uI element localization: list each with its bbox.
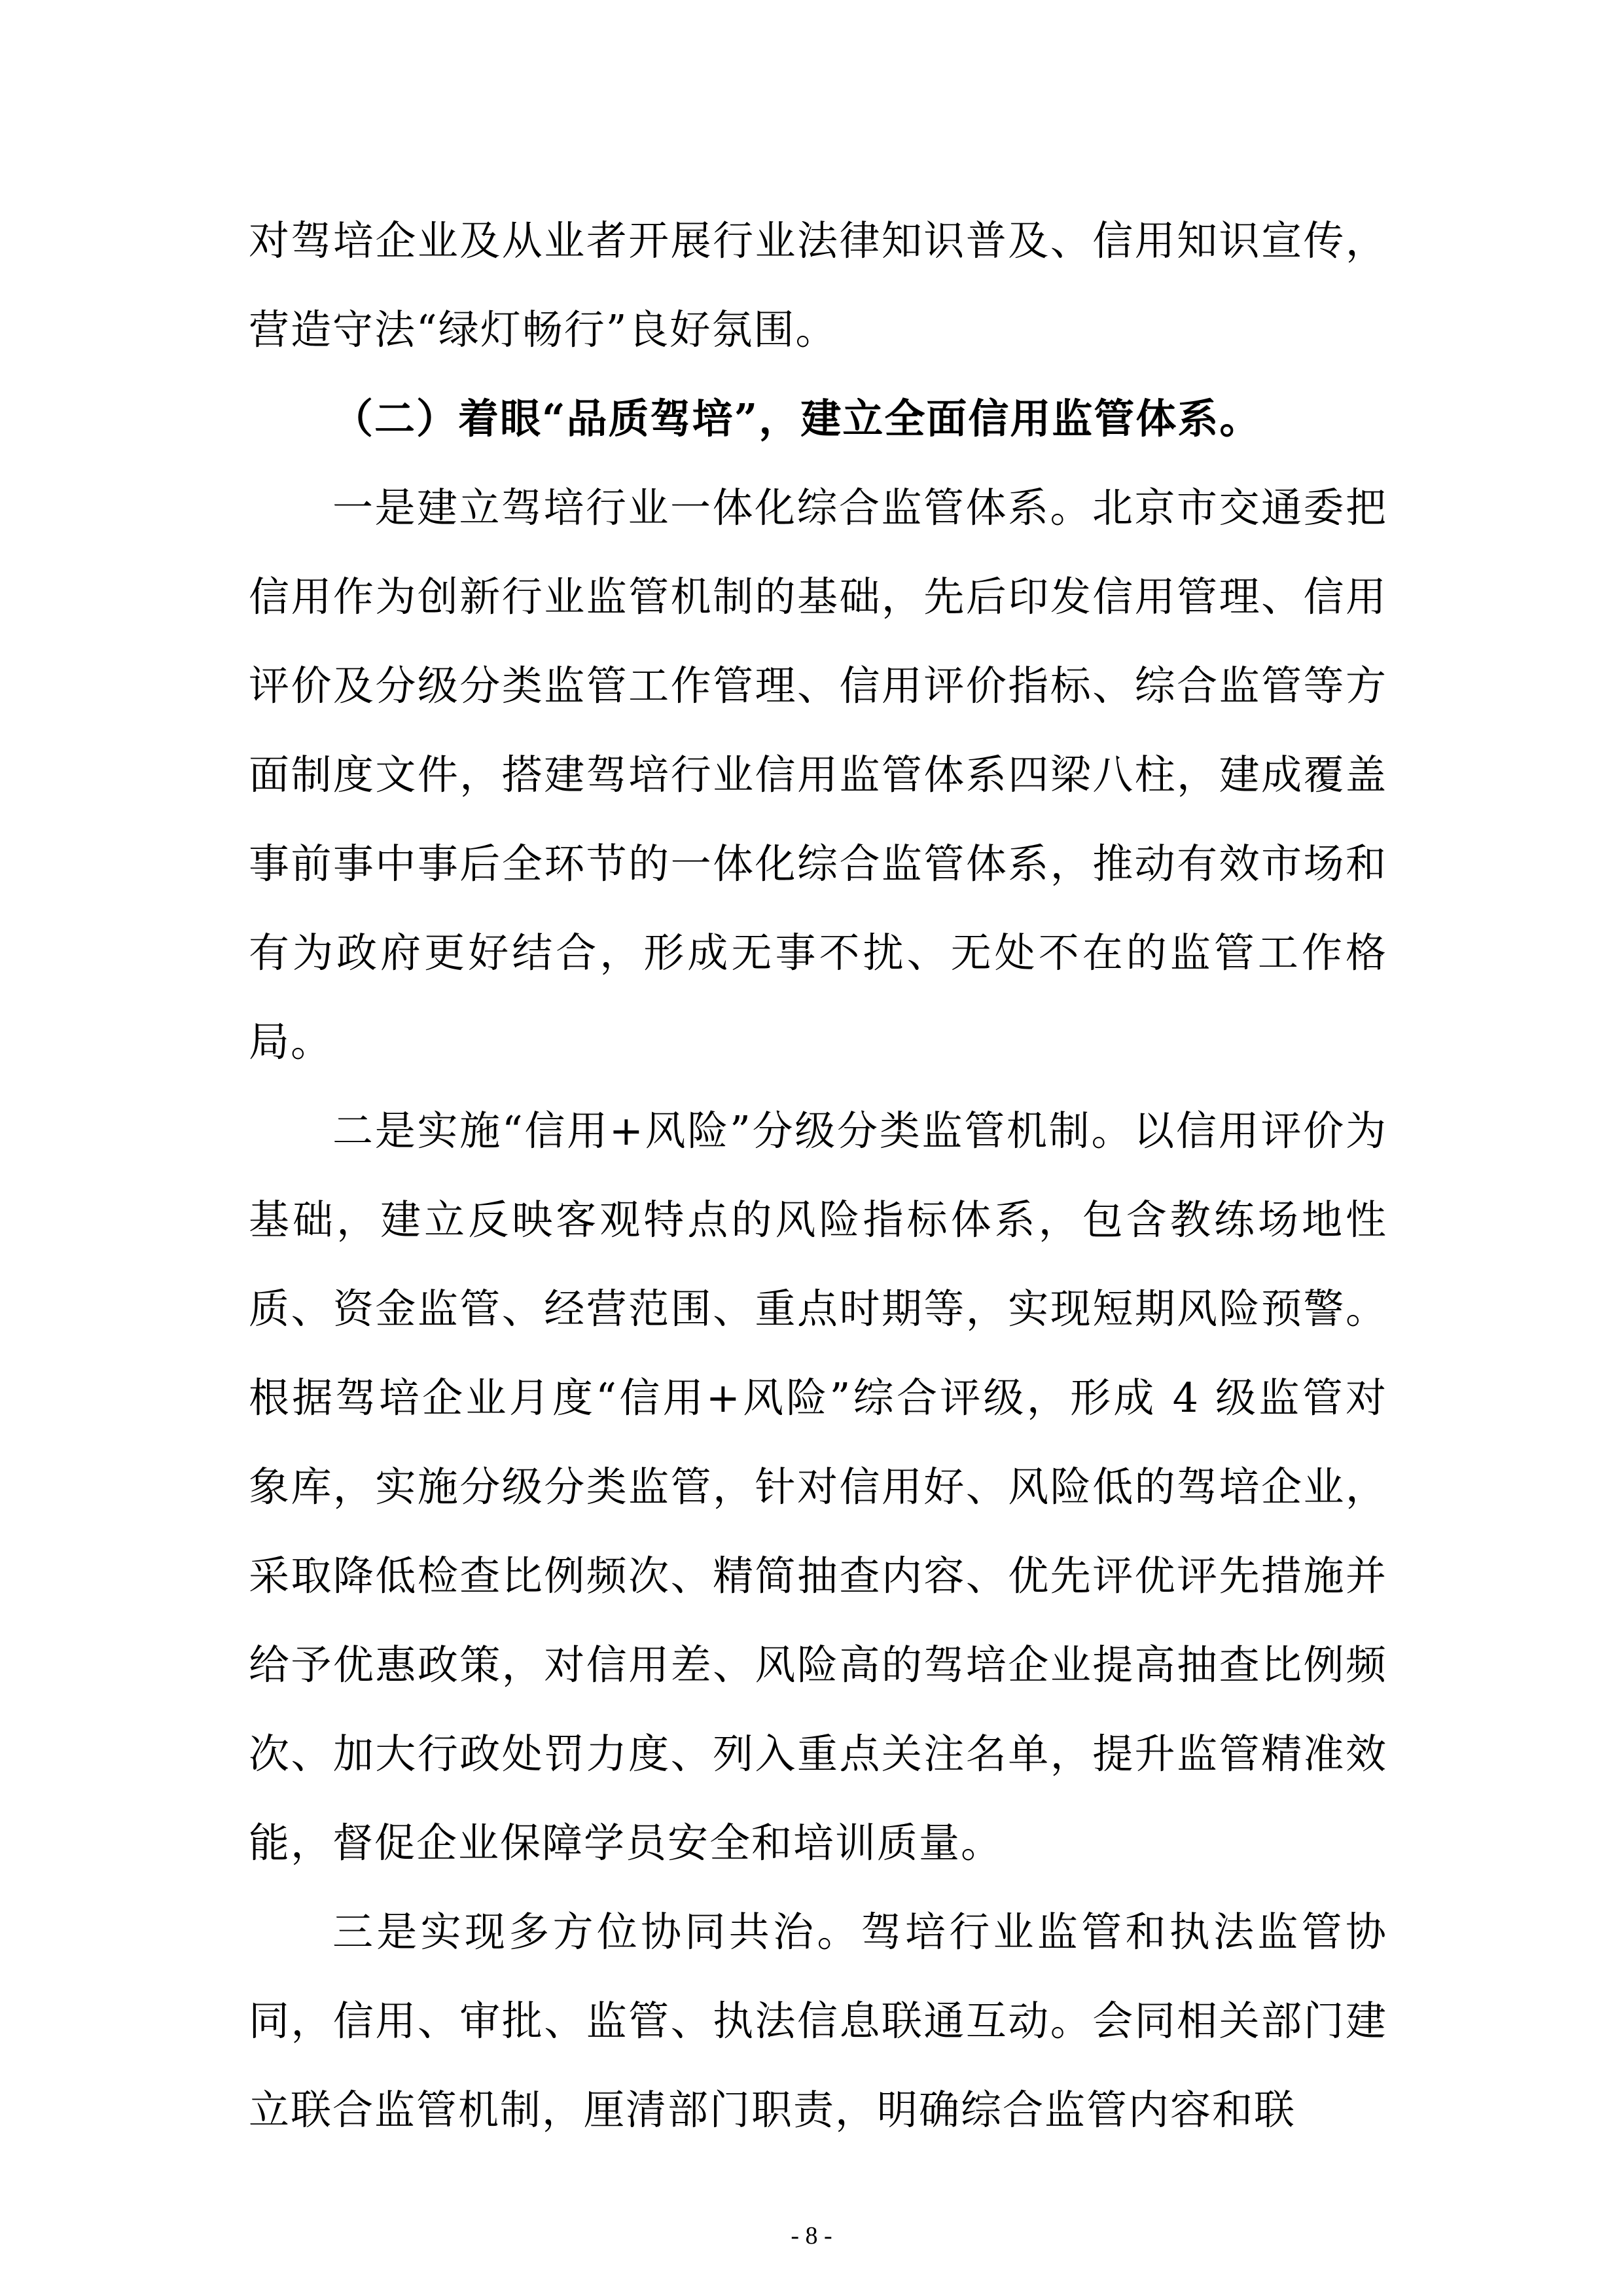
page-number: - 8 - bbox=[791, 2222, 832, 2250]
paragraph-credit-risk-supervision: 二是实施“信用+风险”分级分类监管机制。以信用评价为基础，建立反映客观特点的风险指标体系，包含教练场地性质、资金监管、经营范围、重点时期等，实现短期风险预警。根据驾培企业月度“信用+风险”综合评级，形成 4 级监管对象库，实施分级分类监管，针对信用好、风险低的驾培企业，采取降低检查比例频次、精简抽查内容、优先评优评先措施并给予优惠政策，对信用差、风险高的驾培企业提高抽查比例频次、加大行政处罚力度、列入重点关注名单，提升监管精准效能，督促企业保障学员安全和培训质量。 bbox=[249, 1107, 1387, 1867]
section-heading: （二）着眼“品质驾培”，建立全面信用监管体系。 bbox=[332, 395, 1262, 442]
paragraph-continuation: 对驾培企业及从业者开展行业法律知识普及、信用知识宣传，营造守法“绿灯畅行”良好氛围。 bbox=[249, 217, 1387, 353]
paragraph-collaborative-governance: 三是实现多方位协同共治。驾培行业监管和执法监管协同，信用、审批、监管、执法信息联通互动。会同相关部门建立联合监管机制，厘清部门职责，明确综合监管内容和联 bbox=[249, 1908, 1387, 2134]
document-body bbox=[249, 196, 1387, 2155]
paragraph-integrated-supervision: 一是建立驾培行业一体化综合监管体系。北京市交通委把信用作为创新行业监管机制的基础，先后印发信用管理、信用评价及分级分类监管工作管理、信用评价指标、综合监管等方面制度文件，搭建驾培行业信用监管体系四梁八柱，建成覆盖事前事中事后全环节的一体化综合监管体系，推动有效市场和有为政府更好结合，形成无事不扰、无处不在的监管工作格局。 bbox=[249, 484, 1387, 1066]
